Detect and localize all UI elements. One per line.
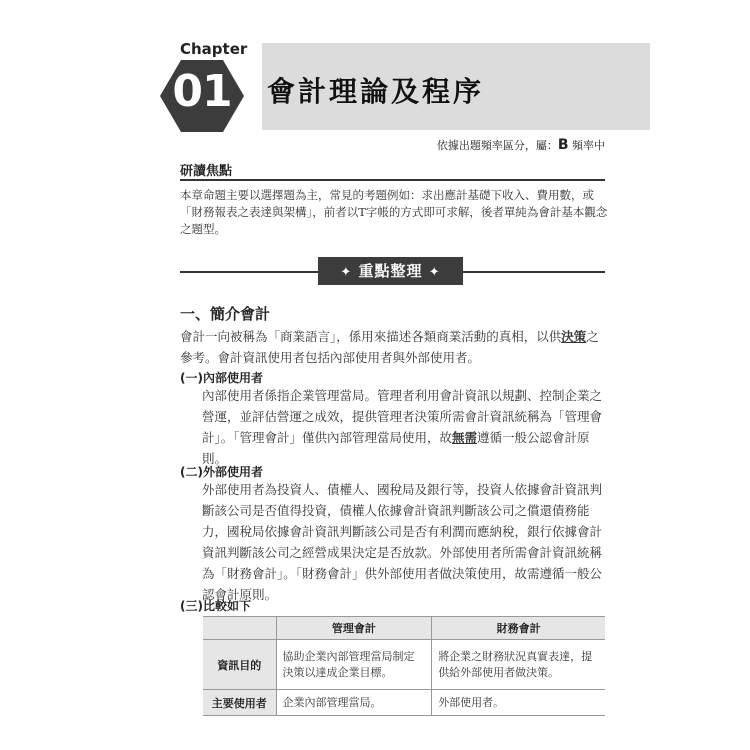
internal-text: 內部使用者係指企業管理當局。管理者利用會計資訊以規劃、控制企業之營運，並評估營運之成效，提供管理者決策所需會計資訊統稱為「管理會計」。「管理會計」僅供內部管理當局使用，故 (202, 388, 603, 445)
key-points-line-right (463, 271, 605, 273)
table-corner (203, 617, 276, 640)
key-points-line-left (180, 271, 318, 273)
external-users-text: 外部使用者為投資人、債權人、國稅局及銀行等，投資人依據會計資訊判斷該公司是否值得投資，債權人依據會計資訊判斷該公司之償還債務能力，國稅局依據會計資訊判斷該公司是否有利潤而應納稅，銀行依據會計資訊判斷該公司之經營成果決定是否放款。外部使用者所需會計資訊統稱為「財務會計」。「財務會計」供外部使用者做決策使用，故需遵循一般公認會計原則。 (202, 482, 603, 602)
external-users-heading: (二)外部使用者 (180, 465, 263, 479)
intro-emphasis: 決策 (561, 329, 587, 344)
focus-body: 本章命題主要以選擇題為主，常見的考題例如：求出應計基礎下收入、費用數，或「財務報表之表達與架構」，前者以T字帳的方式即可求解，後者單純為會計基本觀念之題型。 (180, 188, 608, 236)
table-header-row (203, 617, 605, 640)
key-points-banner (318, 257, 463, 285)
row-header: 主要使用者 (203, 690, 276, 716)
internal-users-text (202, 385, 610, 469)
table-cell: 協助企業內部管理當局制定決策以達成企業目標。 (276, 640, 432, 690)
comparison-table (203, 616, 605, 716)
focus-divider (180, 179, 605, 181)
table-cell: 外部使用者。 (432, 690, 605, 716)
column-header: 管理會計 (276, 617, 432, 640)
internal-users-heading: (一)內部使用者 (180, 371, 263, 385)
sparkle-icon: ✦ (340, 265, 353, 280)
frequency-note (437, 137, 605, 153)
section-title: 一、簡介會計 (180, 305, 271, 323)
chapter-number: 01 (172, 66, 232, 117)
sparkle-icon: ✦ (428, 265, 441, 280)
table-cell: 將企業之財務狀況真實表達，提供給外部使用者做決策。 (432, 640, 605, 690)
intro-text-end: 之參考。會計資訊使用者包括內部使用者與外部使用者。 (180, 329, 599, 365)
table-cell: 企業內部管理當局。 (276, 690, 432, 716)
intro-text: 會計一向被稱為「商業語言」，係用來描述各類商業活動的真相，以供 (180, 329, 562, 344)
compare-heading: (三)比較如下 (180, 599, 251, 613)
table-row (203, 640, 605, 690)
internal-emphasis: 無需 (452, 430, 478, 445)
internal-text-end: 遵循一般公認會計原則。 (202, 430, 590, 466)
chapter-title: 會計理論及程序 (267, 75, 485, 108)
row-header: 資訊目的 (203, 640, 276, 690)
chapter-label: Chapter (180, 40, 248, 58)
focus-heading: 研讀焦點 (180, 164, 233, 179)
frequency-grade: B (557, 137, 569, 153)
section-intro (180, 326, 610, 368)
table-row (203, 690, 605, 716)
frequency-prefix: 依據出題頻率區分，屬： (436, 139, 558, 152)
column-header: 財務會計 (432, 617, 605, 640)
key-points-label: 重點整理 (358, 262, 423, 280)
frequency-suffix: 頻率中 (572, 139, 605, 152)
